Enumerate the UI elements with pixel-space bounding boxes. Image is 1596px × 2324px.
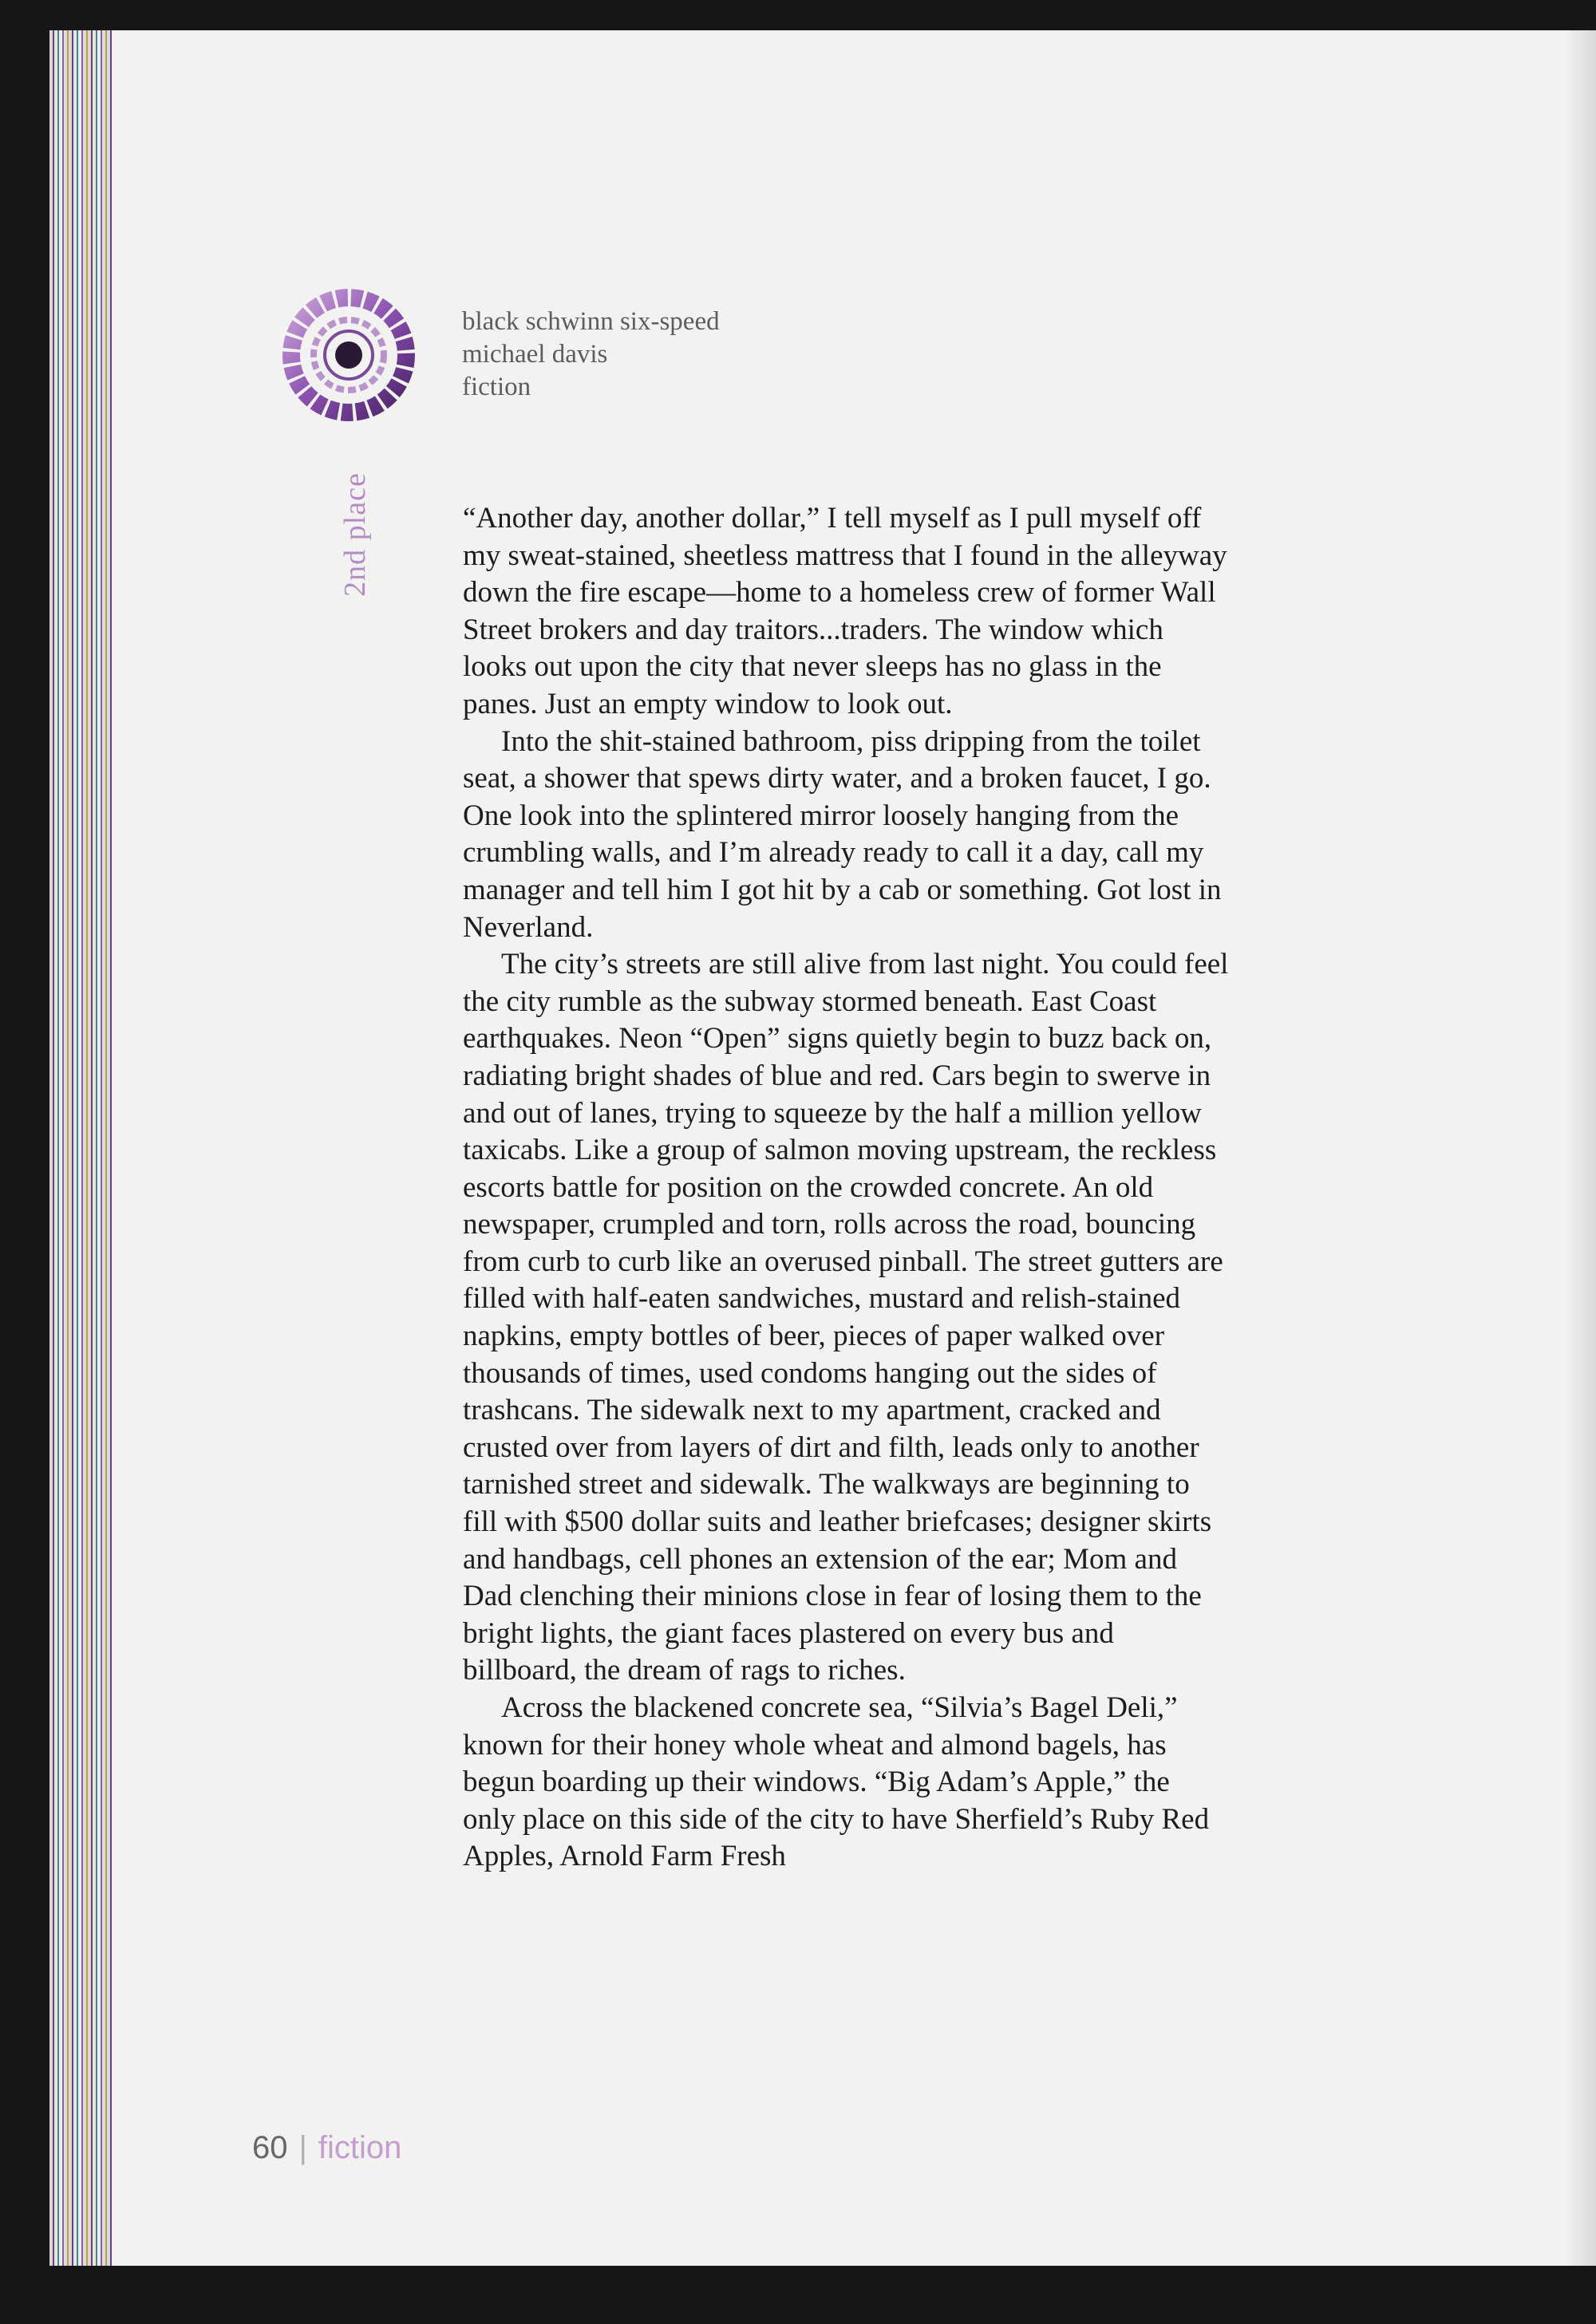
page-footer — [252, 2130, 401, 2166]
page-gutter-shadow — [1564, 30, 1596, 2266]
story-paragraph: Across the blackened concrete sea, “Silvia’s Bagel Deli,” known for their honey whole wheat and almond bagels, has begun boarding up their windows. “Big Adam’s Apple,” the only place on this side of the city to have Sherfield’s Ruby Red Apples, Arnold Farm Fresh — [463, 1691, 1210, 1873]
story-paragraph: “Another day, another dollar,” I tell myself as I pull myself off my sweat-stained, sheetless mattress that I found in the alleyway down the fire escape—home to a homeless crew of former Wall Street brokers and day traitors...traders. The window which looks out upon the city that never sleeps has no glass in the panes. Just an empty window to look out. — [463, 502, 1227, 720]
story-body — [463, 500, 1229, 1876]
story-title: black schwinn six-speed — [462, 307, 720, 336]
award-label: 2nd place — [338, 472, 372, 597]
award-label-wrap — [303, 443, 407, 626]
target-icon — [281, 287, 417, 423]
story-paragraph: Into the shit-stained bathroom, piss dripping from the toilet seat, a shower that spews dirty water, and a broken faucet, I go. One look into the splintered mirror loosely hanging from the crumbling walls, and I’m already ready to call it a day, call my manager and tell him I got hit by a cab or something. Got lost in Neverland. — [463, 724, 1222, 944]
page-number: 60 — [252, 2130, 288, 2165]
story-author: michael davis — [462, 340, 608, 369]
story-category: fiction — [462, 373, 531, 401]
story-meta — [462, 306, 720, 404]
story-paragraph: The city’s streets are still alive from last night. You could feel the city rumble as the subway stormed beneath. East Coast earthquakes. Neon “Open” signs quietly begin to buzz back on, radiating bright shades of blue and red. Cars begin to swerve in and out of lanes, trying to squeeze by the half a million yellow taxicabs. Like a group of salmon moving upstream, the reckless escorts battle for position on the crowded concrete. An old newspaper, crumpled and torn, rolls across the road, bouncing from curb to curb like an overused pinball. The street gutters are filled with half-eaten sandwiches, mustard and relish-stained napkins, empty bottles of beer, pieces of paper walked over thousands of times, used condoms hanging out the sides of trashcans. The sidewalk next to my apartment, cracked and crusted over from layers of dirt and filth, leads only to another tarnished street and sidewalk. The walkways are beginning to fill with $500 dollar suits and leather briefcases; designer skirts and handbags, cell phones an extension of the ear; Mom and Dad clenching their minions close in fear of losing them to the bright lights, the giant faces plastered on every bus and billboard, the dream of rags to riches. — [463, 948, 1229, 1687]
footer-separator: | — [298, 2130, 307, 2165]
page-edge-stripes — [49, 30, 113, 2266]
footer-section: fiction — [318, 2130, 402, 2165]
